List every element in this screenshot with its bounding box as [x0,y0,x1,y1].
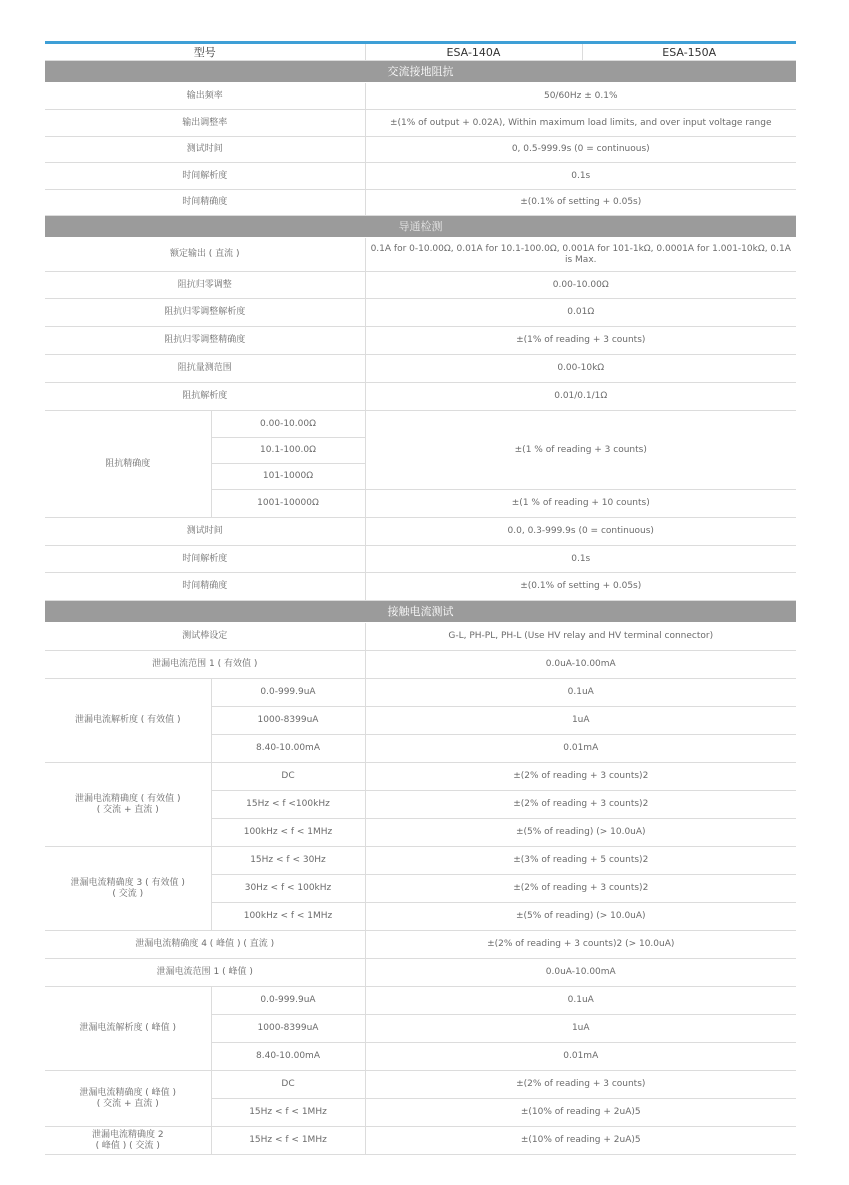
row-label: 测试时间 [45,137,365,163]
row-value: 0.1s [365,163,796,190]
row-value: ±(5% of reading) (> 10.0uA) [365,819,796,847]
row-value: 0.1s [365,546,796,573]
row-value [365,931,796,959]
row-value: 0.0, 0.3-999.9s (0 = continuous) [365,518,796,546]
table-row [45,238,796,272]
value-text: ±(10% of reading + 2uA) [520,1135,635,1145]
table-row [45,190,796,216]
table-row [45,272,796,299]
row-label [45,847,211,931]
row-sub-label: 15Hz < f < 30Hz [211,847,365,875]
row-label: 阻抗归零调整解析度 [45,299,365,327]
row-label: 泄漏电流解析度 ( 有效值 ) [45,679,211,763]
row-value: 0.1A for 0-10.00Ω, 0.01A for 10.1-100.0Ω, 0.001A for 101-1kΩ, 0.0001A for 1.001-10kΩ, 0.1A is Max. [365,238,796,272]
row-label: 时间精确度 [45,573,365,601]
section-title: 接触电流测试 [45,601,796,623]
row-sub-label: 100kHz < f < 1MHz [211,819,365,847]
row-value: 0.01mA [365,1043,796,1071]
row-label [45,1127,211,1155]
row-value [365,875,796,903]
row-value: G-L, PH-PL, PH-L (Use HV relay and HV terminal connector) [365,623,796,651]
row-label: 阻抗精确度 [45,411,211,518]
row-value: ±(2% of reading + 3 counts) [365,1071,796,1099]
row-value: 0.01Ω [365,299,796,327]
value-text: ±(2% of reading + 3 counts) [513,883,643,893]
row-value [365,847,796,875]
table-row [45,163,796,190]
row-sub-label: 30Hz < f < 100kHz [211,875,365,903]
row-label: 时间解析度 [45,546,365,573]
table-row [45,383,796,411]
row-sub-label: 15Hz < f < 1MHz [211,1099,365,1127]
row-value: ±(1% of reading + 3 counts) [365,327,796,355]
table-row [45,987,796,1015]
value-text: ±(2% of reading + 3 counts) [513,771,643,781]
row-value: 0.1uA [365,987,796,1015]
table-row [45,573,796,601]
row-value: 1uA [365,1015,796,1043]
row-label: 测试棒设定 [45,623,365,651]
header-model: 型号 [45,44,365,61]
table-row [45,411,796,438]
row-label: 阻抗量测范围 [45,355,365,383]
section-touch-current [45,601,796,623]
table-row [45,327,796,355]
row-sub-label: DC [211,1071,365,1099]
table-row [45,355,796,383]
row-sub-label: 8.40-10.00mA [211,735,365,763]
row-label [45,763,211,847]
row-sub-label: 0.0-999.9uA [211,987,365,1015]
row-sub-label: DC [211,763,365,791]
footnote-mark: 5 [634,1107,641,1117]
value-tail: (> 10.0uA) [622,939,675,949]
table-row [45,299,796,327]
header-esa-150a: ESA-150A [582,44,796,61]
section-title: 导通检测 [45,216,796,238]
row-value: ±(0.1% of setting + 0.05s) [365,190,796,216]
row-value: 50/60Hz ± 0.1% [365,83,796,110]
table-row [45,651,796,679]
row-value: ±(1% of output + 0.02A), Within maximum load limits, and over input voltage range [365,110,796,137]
row-sub-label: 15Hz < f <100kHz [211,791,365,819]
row-value: ±(1 % of reading + 3 counts) [365,411,796,490]
row-label: 泄漏电流范围 1 ( 有效值 ) [45,651,365,679]
row-value: 0.00-10kΩ [365,355,796,383]
row-value [365,1099,796,1127]
table-row [45,931,796,959]
footnote-mark: 2 [642,799,649,809]
row-label: 额定输出 ( 直流 ) [45,238,365,272]
row-label: 阻抗归零调整 [45,272,365,299]
table-row [45,83,796,110]
table-row [45,518,796,546]
header-esa-140a: ESA-140A [365,44,582,61]
row-label: 测试时间 [45,518,365,546]
footnote-mark: 2 [642,883,649,893]
row-label-line2: ( 交流 ) [112,888,144,899]
row-value [365,791,796,819]
row-value: 0.01mA [365,735,796,763]
row-sub-label: 1000-8399uA [211,707,365,735]
row-value: 0.1uA [365,679,796,707]
table-row [45,959,796,987]
row-label-line2: ( 峰值 ) ( 交流 ) [95,1140,160,1151]
row-label-line2: ( 交流 + 直流 ) [96,804,159,815]
value-text: ±(10% of reading + 2uA) [520,1107,635,1117]
row-label: 泄漏电流解析度 ( 峰值 ) [45,987,211,1071]
row-label: 时间解析度 [45,163,365,190]
row-sub-label: 8.40-10.00mA [211,1043,365,1071]
table-row [45,546,796,573]
row-value: ±(1 % of reading + 10 counts) [365,490,796,518]
spec-table [45,44,796,1155]
row-label-line1: 泄漏电流精确度 ( 有效值 ) [74,793,181,804]
table-row [45,679,796,707]
row-label: 阻抗解析度 [45,383,365,411]
row-label: 泄漏电流精确度 4 ( 峰值 ) ( 直流 ) [45,931,365,959]
table-row [45,110,796,137]
row-value: 0.0uA-10.00mA [365,959,796,987]
row-sub-label: 100kHz < f < 1MHz [211,903,365,931]
row-label: 阻抗归零调整精确度 [45,327,365,355]
row-value: 0.01/0.1/1Ω [365,383,796,411]
row-label: 时间精确度 [45,190,365,216]
footnote-mark: 5 [634,1135,641,1145]
section-title: 交流接地阻抗 [45,61,796,83]
row-label-line1: 泄漏电流精确度 3 ( 有效值 ) [70,877,185,888]
row-sub-label: 15Hz < f < 1MHz [211,1127,365,1155]
table-row [45,847,796,875]
value-text: ±(3% of reading + 5 counts) [513,855,643,865]
row-sub-label: 10.1-100.0Ω [211,438,365,464]
table-row [45,763,796,791]
row-value: ±(5% of reading) (> 10.0uA) [365,903,796,931]
row-value [365,1127,796,1155]
footnote-mark: 2 [616,939,623,949]
value-text: ±(2% of reading + 3 counts) [513,799,643,809]
row-label-line2: ( 交流 + 直流 ) [96,1098,159,1109]
row-value: 1uA [365,707,796,735]
row-label: 输出频率 [45,83,365,110]
row-sub-label: 1000-8399uA [211,1015,365,1043]
table-row [45,1127,796,1155]
row-label: 泄漏电流范围 1 ( 峰值 ) [45,959,365,987]
row-value: 0.00-10.00Ω [365,272,796,299]
row-value: 0, 0.5-999.9s (0 = continuous) [365,137,796,163]
row-label: 输出调整率 [45,110,365,137]
section-continuity-check [45,216,796,238]
footnote-mark: 2 [642,855,649,865]
row-value: 0.0uA-10.00mA [365,651,796,679]
header-row [45,44,796,61]
section-ac-ground-bond [45,61,796,83]
row-sub-label: 0.00-10.00Ω [211,411,365,438]
table-row [45,623,796,651]
table-row [45,137,796,163]
footnote-mark: 2 [642,771,649,781]
row-sub-label: 0.0-999.9uA [211,679,365,707]
row-sub-label: 101-1000Ω [211,464,365,490]
row-label [45,1071,211,1127]
table-row [45,1071,796,1099]
value-text: ±(2% of reading + 3 counts) [487,939,617,949]
row-label-line1: 泄漏电流精确度 2 [91,1129,164,1140]
row-value: ±(0.1% of setting + 0.05s) [365,573,796,601]
row-label-line1: 泄漏电流精确度 ( 峰值 ) [79,1087,177,1098]
row-sub-label: 1001-10000Ω [211,490,365,518]
row-value [365,763,796,791]
